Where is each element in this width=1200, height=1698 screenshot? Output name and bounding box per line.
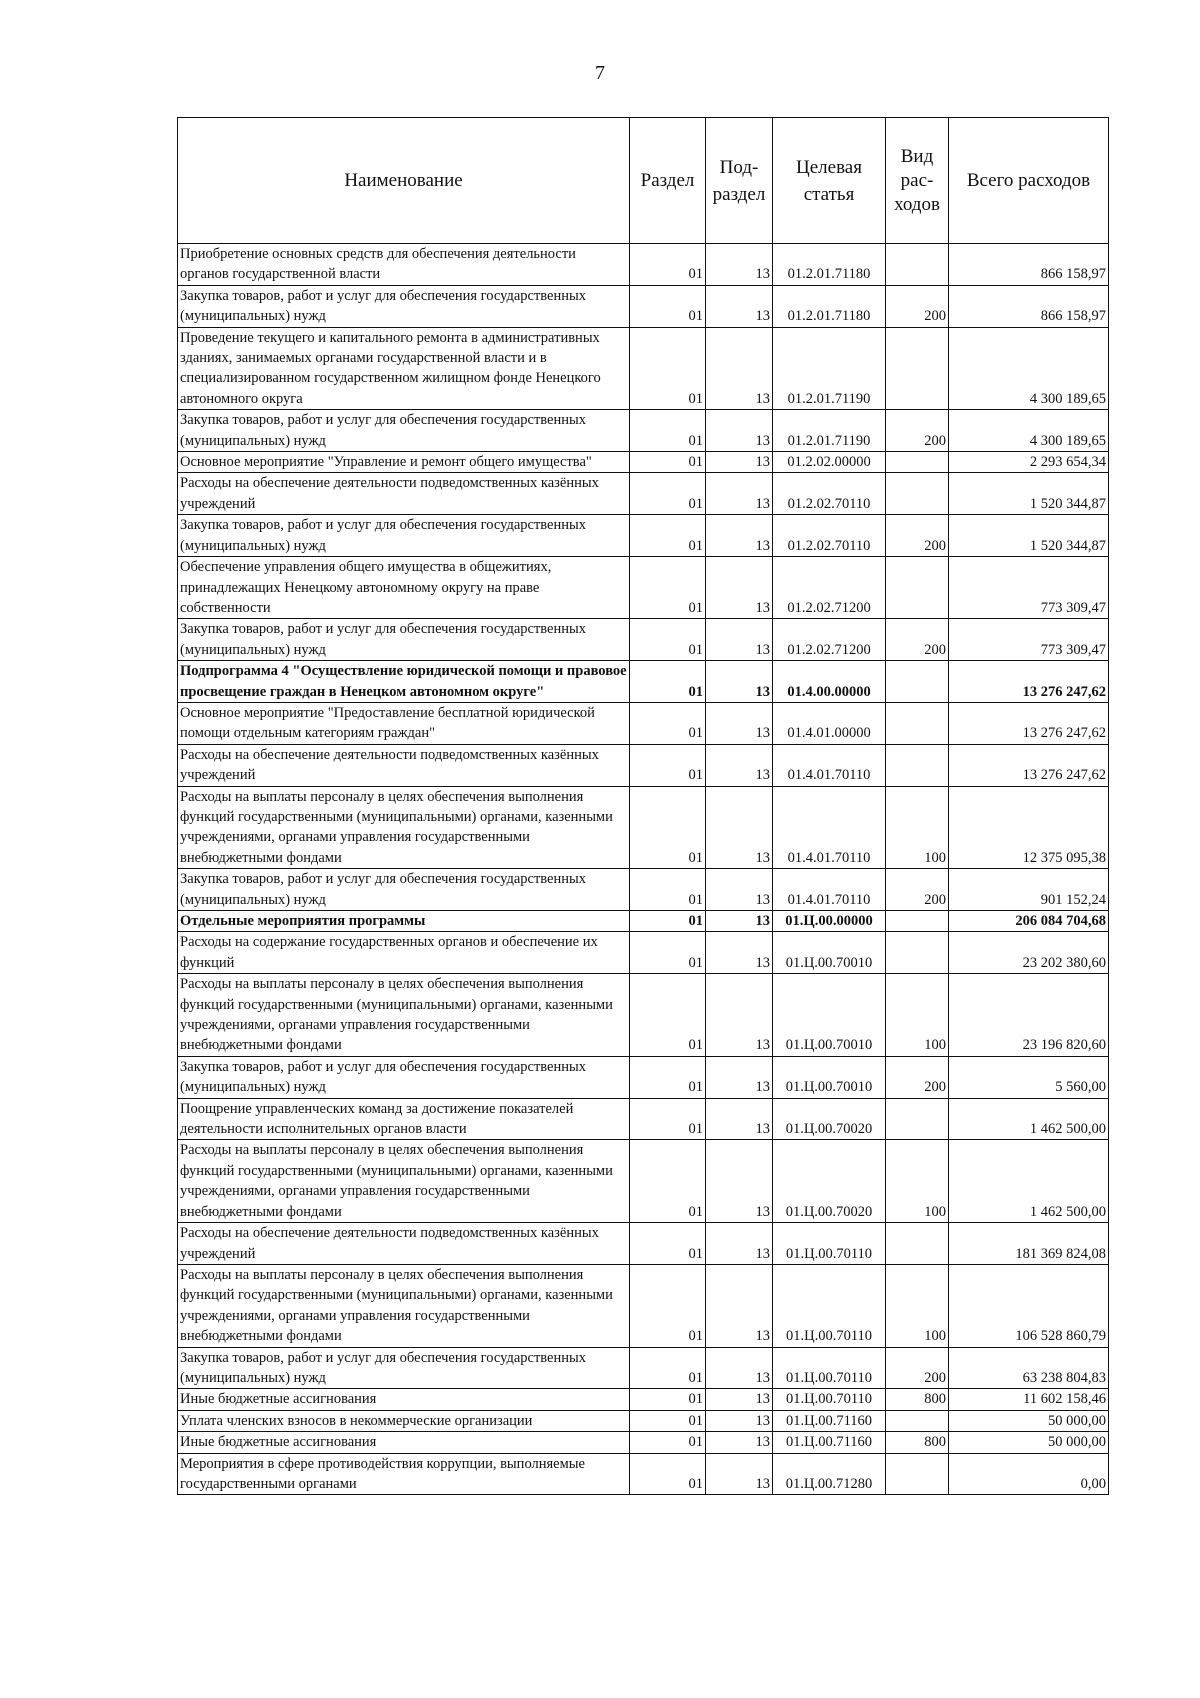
cell-vid-rashodov (886, 1410, 949, 1431)
cell-celevaya-statya: 01.4.01.70110 (773, 744, 886, 786)
cell-razdel: 01 (630, 1140, 706, 1223)
cell-total: 181 369 824,08 (949, 1223, 1109, 1265)
table-row (178, 1432, 1109, 1453)
header-razdel: Раздел (630, 118, 706, 244)
cell-vid-rashodov (886, 1453, 949, 1495)
cell-total: 866 158,97 (949, 244, 1109, 286)
cell-total: 1 462 500,00 (949, 1140, 1109, 1223)
cell-razdel: 01 (630, 327, 706, 410)
cell-name: Расходы на выплаты персоналу в целях обеспечения выполнения функций государственными (муниципальными) органами, казенными учреждениями, органами управления государственными внебюджетными фондами (178, 974, 630, 1057)
cell-celevaya-statya: 01.Ц.00.71160 (773, 1432, 886, 1453)
cell-celevaya-statya: 01.Ц.00.70110 (773, 1264, 886, 1347)
cell-total: 13 276 247,62 (949, 702, 1109, 744)
cell-celevaya-statya: 01.Ц.00.70020 (773, 1098, 886, 1140)
cell-celevaya-statya: 01.2.01.71190 (773, 410, 886, 452)
cell-total: 773 309,47 (949, 619, 1109, 661)
cell-total: 106 528 860,79 (949, 1264, 1109, 1347)
cell-name: Закупка товаров, работ и услуг для обеспечения государственных (муниципальных) нужд (178, 869, 630, 911)
cell-razdel: 01 (630, 1264, 706, 1347)
table-header-row (178, 118, 1109, 244)
cell-celevaya-statya: 01.4.01.70110 (773, 869, 886, 911)
cell-total: 50 000,00 (949, 1410, 1109, 1431)
cell-razdel: 01 (630, 661, 706, 703)
cell-podrazdel: 13 (706, 932, 773, 974)
cell-celevaya-statya: 01.2.02.70110 (773, 473, 886, 515)
cell-podrazdel: 13 (706, 1410, 773, 1431)
cell-podrazdel: 13 (706, 744, 773, 786)
cell-celevaya-statya: 01.Ц.00.00000 (773, 911, 886, 932)
cell-vid-rashodov: 100 (886, 974, 949, 1057)
cell-celevaya-statya: 01.4.01.70110 (773, 786, 886, 869)
cell-vid-rashodov: 200 (886, 619, 949, 661)
table-row (178, 515, 1109, 557)
cell-podrazdel: 13 (706, 1432, 773, 1453)
cell-razdel: 01 (630, 452, 706, 473)
cell-podrazdel: 13 (706, 911, 773, 932)
cell-celevaya-statya: 01.Ц.00.70010 (773, 1056, 886, 1098)
cell-podrazdel: 13 (706, 285, 773, 327)
cell-vid-rashodov (886, 1223, 949, 1265)
cell-vid-rashodov: 100 (886, 786, 949, 869)
cell-podrazdel: 13 (706, 1453, 773, 1495)
table-row (178, 1264, 1109, 1347)
header-vid-rashodov: Вид рас- ходов (886, 118, 949, 244)
cell-celevaya-statya: 01.Ц.00.70110 (773, 1389, 886, 1410)
cell-vid-rashodov: 200 (886, 410, 949, 452)
cell-vid-rashodov: 100 (886, 1140, 949, 1223)
cell-total: 0,00 (949, 1453, 1109, 1495)
cell-vid-rashodov (886, 452, 949, 473)
cell-name: Расходы на содержание государственных органов и обеспечение их функций (178, 932, 630, 974)
cell-vid-rashodov (886, 744, 949, 786)
cell-razdel: 01 (630, 1389, 706, 1410)
cell-razdel: 01 (630, 1410, 706, 1431)
table-row (178, 744, 1109, 786)
cell-razdel: 01 (630, 1056, 706, 1098)
cell-podrazdel: 13 (706, 1347, 773, 1389)
cell-celevaya-statya: 01.2.02.70110 (773, 515, 886, 557)
cell-total: 1 520 344,87 (949, 473, 1109, 515)
cell-celevaya-statya: 01.Ц.00.71280 (773, 1453, 886, 1495)
cell-name: Обеспечение управления общего имущества в общежитиях, принадлежащих Ненецкому автономному округу на праве собственности (178, 557, 630, 619)
cell-celevaya-statya: 01.4.01.00000 (773, 702, 886, 744)
cell-total: 2 293 654,34 (949, 452, 1109, 473)
cell-name: Иные бюджетные ассигнования (178, 1389, 630, 1410)
cell-podrazdel: 13 (706, 1098, 773, 1140)
cell-podrazdel: 13 (706, 1389, 773, 1410)
cell-vid-rashodov: 800 (886, 1432, 949, 1453)
cell-vid-rashodov: 200 (886, 869, 949, 911)
cell-razdel: 01 (630, 786, 706, 869)
cell-total: 50 000,00 (949, 1432, 1109, 1453)
cell-name: Приобретение основных средств для обеспечения деятельности органов государственной власти (178, 244, 630, 286)
page-number: 7 (595, 62, 605, 84)
cell-podrazdel: 13 (706, 1264, 773, 1347)
table-row (178, 1410, 1109, 1431)
cell-podrazdel: 13 (706, 1140, 773, 1223)
cell-razdel: 01 (630, 744, 706, 786)
cell-total: 13 276 247,62 (949, 744, 1109, 786)
table-row (178, 932, 1109, 974)
table-row (178, 974, 1109, 1057)
cell-razdel: 01 (630, 285, 706, 327)
table-row (178, 911, 1109, 932)
table-row (178, 1098, 1109, 1140)
cell-celevaya-statya: 01.2.01.71180 (773, 244, 886, 286)
table-row (178, 1140, 1109, 1223)
cell-total: 4 300 189,65 (949, 410, 1109, 452)
table-row (178, 327, 1109, 410)
table-row (178, 661, 1109, 703)
table-body (178, 244, 1109, 1495)
cell-celevaya-statya: 01.Ц.00.70110 (773, 1347, 886, 1389)
cell-vid-rashodov (886, 932, 949, 974)
cell-celevaya-statya: 01.2.02.71200 (773, 557, 886, 619)
cell-name: Закупка товаров, работ и услуг для обеспечения государственных (муниципальных) нужд (178, 619, 630, 661)
table-row (178, 473, 1109, 515)
table-row (178, 869, 1109, 911)
cell-vid-rashodov: 200 (886, 1347, 949, 1389)
table-row (178, 244, 1109, 286)
cell-total: 23 196 820,60 (949, 974, 1109, 1057)
table-row (178, 702, 1109, 744)
cell-total: 773 309,47 (949, 557, 1109, 619)
cell-podrazdel: 13 (706, 786, 773, 869)
cell-celevaya-statya: 01.2.01.71190 (773, 327, 886, 410)
table-row (178, 1347, 1109, 1389)
cell-total: 12 375 095,38 (949, 786, 1109, 869)
cell-name: Основное мероприятие "Управление и ремонт общего имущества" (178, 452, 630, 473)
cell-vid-rashodov (886, 911, 949, 932)
cell-name: Закупка товаров, работ и услуг для обеспечения государственных (муниципальных) нужд (178, 285, 630, 327)
table-row (178, 1389, 1109, 1410)
cell-total: 1 462 500,00 (949, 1098, 1109, 1140)
cell-name: Проведение текущего и капитального ремонта в административных зданиях, занимаемых органами государственной власти и в специализированном государственном жилищном фонде Ненецкого автономного округа (178, 327, 630, 410)
cell-total: 23 202 380,60 (949, 932, 1109, 974)
cell-name: Основное мероприятие "Предоставление бесплатной юридической помощи отдельным категориям граждан" (178, 702, 630, 744)
cell-vid-rashodov (886, 1098, 949, 1140)
cell-total: 63 238 804,83 (949, 1347, 1109, 1389)
table-row (178, 786, 1109, 869)
cell-vid-rashodov: 100 (886, 1264, 949, 1347)
table-row (178, 1056, 1109, 1098)
cell-name: Поощрение управленческих команд за достижение показателей деятельности исполнительных органов власти (178, 1098, 630, 1140)
cell-podrazdel: 13 (706, 452, 773, 473)
cell-celevaya-statya: 01.Ц.00.70010 (773, 932, 886, 974)
cell-vid-rashodov: 200 (886, 1056, 949, 1098)
cell-name: Отдельные мероприятия программы (178, 911, 630, 932)
table-row (178, 619, 1109, 661)
cell-razdel: 01 (630, 932, 706, 974)
cell-vid-rashodov: 200 (886, 285, 949, 327)
cell-name: Закупка товаров, работ и услуг для обеспечения государственных (муниципальных) нужд (178, 515, 630, 557)
cell-name: Подпрограмма 4 "Осуществление юридической помощи и правовое просвещение граждан в Ненецком автономном округе" (178, 661, 630, 703)
table-row (178, 285, 1109, 327)
cell-celevaya-statya: 01.2.02.71200 (773, 619, 886, 661)
header-name: Наименование (178, 118, 630, 244)
cell-podrazdel: 13 (706, 702, 773, 744)
cell-razdel: 01 (630, 702, 706, 744)
cell-vid-rashodov (886, 702, 949, 744)
header-total: Всего расходов (949, 118, 1109, 244)
cell-razdel: 01 (630, 619, 706, 661)
cell-razdel: 01 (630, 410, 706, 452)
cell-podrazdel: 13 (706, 1056, 773, 1098)
cell-name: Расходы на выплаты персоналу в целях обеспечения выполнения функций государственными (муниципальными) органами, казенными учреждениями, органами управления государственными внебюджетными фондами (178, 1264, 630, 1347)
cell-total: 1 520 344,87 (949, 515, 1109, 557)
cell-vid-rashodov (886, 244, 949, 286)
cell-razdel: 01 (630, 557, 706, 619)
cell-name: Расходы на обеспечение деятельности подведомственных казённых учреждений (178, 473, 630, 515)
cell-name: Закупка товаров, работ и услуг для обеспечения государственных (муниципальных) нужд (178, 1056, 630, 1098)
cell-total: 206 084 704,68 (949, 911, 1109, 932)
cell-podrazdel: 13 (706, 974, 773, 1057)
cell-razdel: 01 (630, 911, 706, 932)
cell-celevaya-statya: 01.4.00.00000 (773, 661, 886, 703)
cell-vid-rashodov: 800 (886, 1389, 949, 1410)
cell-podrazdel: 13 (706, 661, 773, 703)
cell-celevaya-statya: 01.Ц.00.70110 (773, 1223, 886, 1265)
cell-vid-rashodov (886, 661, 949, 703)
cell-podrazdel: 13 (706, 473, 773, 515)
cell-name: Расходы на обеспечение деятельности подведомственных казённых учреждений (178, 1223, 630, 1265)
cell-total: 866 158,97 (949, 285, 1109, 327)
cell-vid-rashodov: 200 (886, 515, 949, 557)
header-podrazdel: Под- раздел (706, 118, 773, 244)
cell-name: Расходы на выплаты персоналу в целях обеспечения выполнения функций государственными (муниципальными) органами, казенными учреждениями, органами управления государственными внебюджетными фондами (178, 1140, 630, 1223)
cell-podrazdel: 13 (706, 244, 773, 286)
table-row (178, 557, 1109, 619)
cell-name: Закупка товаров, работ и услуг для обеспечения государственных (муниципальных) нужд (178, 410, 630, 452)
table-row (178, 410, 1109, 452)
cell-podrazdel: 13 (706, 410, 773, 452)
cell-podrazdel: 13 (706, 1223, 773, 1265)
cell-celevaya-statya: 01.2.01.71180 (773, 285, 886, 327)
cell-celevaya-statya: 01.Ц.00.70010 (773, 974, 886, 1057)
header-celevaya-statya: Целевая статья (773, 118, 886, 244)
cell-vid-rashodov (886, 473, 949, 515)
budget-table (177, 117, 1109, 1495)
cell-podrazdel: 13 (706, 619, 773, 661)
cell-razdel: 01 (630, 974, 706, 1057)
cell-vid-rashodov (886, 557, 949, 619)
cell-celevaya-statya: 01.2.02.00000 (773, 452, 886, 473)
cell-vid-rashodov (886, 327, 949, 410)
cell-podrazdel: 13 (706, 327, 773, 410)
cell-name: Уплата членских взносов в некоммерческие организации (178, 1410, 630, 1431)
cell-name: Мероприятия в сфере противодействия коррупции, выполняемые государственными органами (178, 1453, 630, 1495)
cell-total: 5 560,00 (949, 1056, 1109, 1098)
cell-name: Иные бюджетные ассигнования (178, 1432, 630, 1453)
cell-razdel: 01 (630, 473, 706, 515)
table-row (178, 452, 1109, 473)
cell-total: 11 602 158,46 (949, 1389, 1109, 1410)
cell-razdel: 01 (630, 1432, 706, 1453)
cell-razdel: 01 (630, 1098, 706, 1140)
cell-total: 901 152,24 (949, 869, 1109, 911)
cell-razdel: 01 (630, 1347, 706, 1389)
cell-name: Закупка товаров, работ и услуг для обеспечения государственных (муниципальных) нужд (178, 1347, 630, 1389)
cell-name: Расходы на обеспечение деятельности подведомственных казённых учреждений (178, 744, 630, 786)
table-row (178, 1453, 1109, 1495)
table-row (178, 1223, 1109, 1265)
cell-celevaya-statya: 01.Ц.00.70020 (773, 1140, 886, 1223)
cell-total: 13 276 247,62 (949, 661, 1109, 703)
cell-razdel: 01 (630, 1223, 706, 1265)
cell-celevaya-statya: 01.Ц.00.71160 (773, 1410, 886, 1431)
cell-razdel: 01 (630, 244, 706, 286)
cell-total: 4 300 189,65 (949, 327, 1109, 410)
cell-podrazdel: 13 (706, 557, 773, 619)
cell-name: Расходы на выплаты персоналу в целях обеспечения выполнения функций государственными (муниципальными) органами, казенными учреждениями, органами управления государственными внебюджетными фондами (178, 786, 630, 869)
cell-podrazdel: 13 (706, 515, 773, 557)
cell-podrazdel: 13 (706, 869, 773, 911)
cell-razdel: 01 (630, 515, 706, 557)
cell-razdel: 01 (630, 1453, 706, 1495)
cell-razdel: 01 (630, 869, 706, 911)
